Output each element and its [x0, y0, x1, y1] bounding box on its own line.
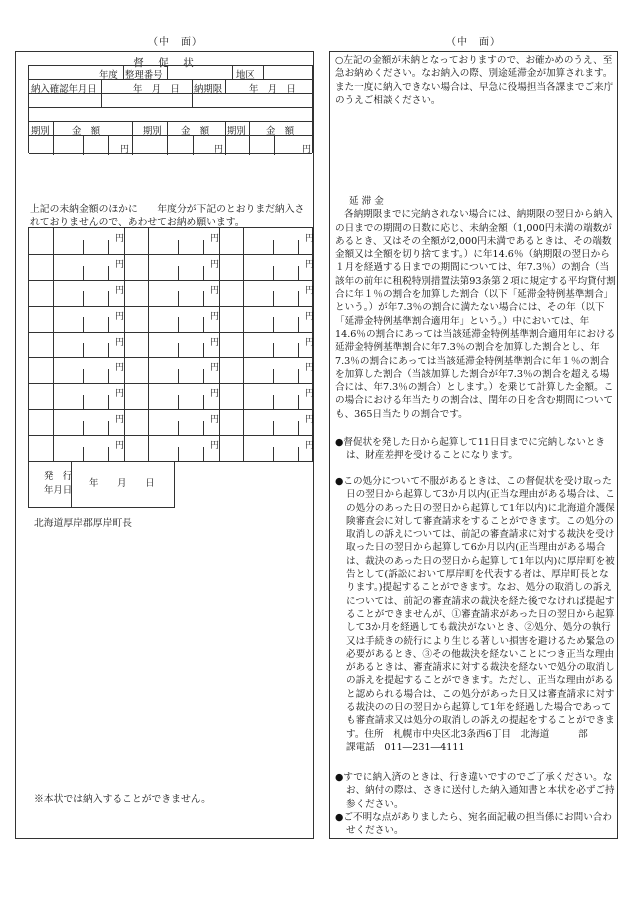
issue-label-2: 年月日 [44, 485, 73, 496]
yen-unit: 円 [305, 415, 315, 426]
header-grid [28, 65, 313, 153]
yen-unit: 円 [115, 337, 125, 348]
yen-unit: 円 [210, 285, 220, 296]
left-page-header: （中 面） [148, 37, 203, 48]
issue-ymd: 年 月 日 [89, 478, 155, 489]
yen-unit: 円 [210, 259, 220, 270]
yen-unit: 円 [302, 145, 312, 155]
dunning-form-panel [15, 51, 314, 839]
yen-unit: 円 [305, 259, 315, 270]
yen-unit: 円 [115, 389, 125, 400]
issuer-name: 北海道厚岸郡厚岸町長 [34, 518, 132, 529]
period-label-3: 期別 [227, 126, 246, 137]
yen-unit: 円 [305, 389, 315, 400]
yen-unit: 円 [115, 234, 125, 244]
nendo-label: 年度 [99, 70, 118, 81]
already-paid-note: ●すでに納入済のときは、行き違いですのでご了承ください。なお、納付の際は、さきに送付した納入通知書と本状を必ずご持参ください。 [335, 772, 615, 810]
yen-unit: 円 [115, 311, 125, 322]
issue-label-1: 発 行 [44, 471, 73, 482]
right-page-header: （中 面） [446, 37, 501, 48]
yen-unit: 円 [210, 415, 220, 426]
arrears-table [28, 227, 313, 462]
yen-unit: 円 [210, 234, 220, 244]
yen-unit: 円 [210, 441, 220, 452]
payment-not-accepted-note: ※本状では納入することができません。 [34, 794, 211, 805]
yen-unit: 円 [120, 145, 130, 155]
due-ymd: 年 月 日 [249, 84, 296, 95]
period-label-1: 期別 [31, 126, 50, 137]
confirmation-ymd: 年 月 日 [133, 84, 180, 95]
yen-unit: 円 [115, 415, 125, 426]
yen-unit: 円 [305, 337, 315, 348]
yen-unit: 円 [210, 363, 220, 374]
additional-arrears-notice: 上記の未納金額のほかに 年度分が下記のとおりまだ納入されておりませんので、あわせてお納め願います。 [30, 204, 305, 228]
contact-note: ●ご不明な点がありましたら、宛名面記載の担当係にお問い合わせください。 [335, 812, 612, 837]
yen-unit: 円 [210, 337, 220, 348]
explanation-panel [329, 51, 618, 839]
yen-unit: 円 [305, 441, 315, 452]
yen-unit: 円 [305, 234, 315, 244]
form-title: 督 促 状 [133, 57, 196, 69]
late-fee-body: 各納期限までに完納されない場合には、納期限の翌日から納入の日までの期間の日数に応じ、未納金額（1,000円未満の端数があるとき、又はその全額が2,000円未満であるときは、その端数金額又は全額を切り捨てます。）に年14.6％（納期限の翌日から１月を経過する日までの期間については、年7.3％）の割合（当該年の前年に租税特別措置法第93条第２項に規定する平均貸付割合に年１％の割合を加算した割合（以下「延滞金特例基準割合」という。）が年7.3％の割合に満たない場合には、その年（以下「延滞金特例基準割合適用年」という。）中においては、年14.6％の割合にあっては当該延滞金特例基準割合適用年における延滞金特例基準割合に年7.3％の割合を加算した割合とし、年7.3％の割合にあっては当該延滞金特例基準割合に年１％の割合を加算した割合（当該加算した割合が年7.3％の割合を超える場合には、年7.3％の割合）とします。）を乗じて計算した金額。この場合における年当たりの割合は、閏年の日を含む期間についても、365日当たりの割合です。 [335, 209, 616, 420]
district-label: 地区 [236, 70, 255, 81]
yen-unit: 円 [115, 363, 125, 374]
period-label-2: 期別 [143, 126, 162, 137]
seizure-warning: ●督促状を発した日から起算して11日目までに完納しないときは、財産差押を受けることになります。 [335, 437, 606, 462]
yen-unit: 円 [214, 145, 224, 155]
amount-label-3: 金 額 [266, 126, 295, 137]
amount-label-2: 金 額 [181, 126, 210, 137]
amount-label-1: 金 額 [72, 126, 101, 137]
yen-unit: 円 [210, 389, 220, 400]
yen-unit: 円 [305, 285, 315, 296]
payment-confirmation-date-label: 納入確認年月日 [31, 84, 97, 95]
yen-unit: 円 [115, 441, 125, 452]
yen-unit: 円 [210, 311, 220, 322]
yen-unit: 円 [305, 311, 315, 322]
yen-unit: 円 [115, 259, 125, 270]
yen-unit: 円 [115, 285, 125, 296]
late-fee-title: 延 滞 金 [349, 196, 384, 207]
seiri-number-label: 整理番号 [125, 70, 163, 81]
appeal-instructions: ●この処分について不服があるときは、この督促状を受け取った日の翌日から起算して3か月以内(正当な理由がある場合は、この処分のあった日の翌日から起算して1年以内)に北海道介護保険審査会に対して審査請求をすることができます。この処分の取消しの訴えについては、前記の審査請求に対する裁決を受け取った日の翌日から起算して6か月以内(正当理由がある場合は、裁決のあった日の翌日から起算して1年以内)に厚岸町を被告として(訴訟において厚岸町を代表する者は、厚岸町長となります。)提起することができます。なお、処分の取消しの訴えについては、前記の審査請求の裁決を経た後でなければ提起することができませんが、①審査請求があった日の翌日から起算して3か月を経過しても裁決がないとき、②処分、処分の執行又は手続きの続行により生じる著しい損害を避けるため緊急の必要があるとき、③その他裁決を経ないことにつき正当な理由があるときは、審査請求に対する裁決を経ないで処分の取消しの訴えを提起することができます。ただし、正当な理由があると認められる場合は、この処分があった日又は審査請求に対する裁決のの日の翌日から起算して1年を経過した場合であっても審査請求又は処分の取消しの訴えの提起をすることができます。住所 札幌市中央区北3条西6丁目 北海道 部 課電話 011―231―4111 [335, 476, 615, 753]
issue-date-box [28, 462, 175, 508]
due-date-label: 納期限 [194, 84, 223, 95]
yen-unit: 円 [305, 363, 315, 374]
unpaid-notice: ○左記の金額が未納となっておりますので、お確かめのうえ、至急お納めください。なお納入の際、別途延滞金が加算されます。また一度に納入できない場合は、早急に役場担当各課までご来庁のうえご相談ください。 [335, 55, 614, 106]
